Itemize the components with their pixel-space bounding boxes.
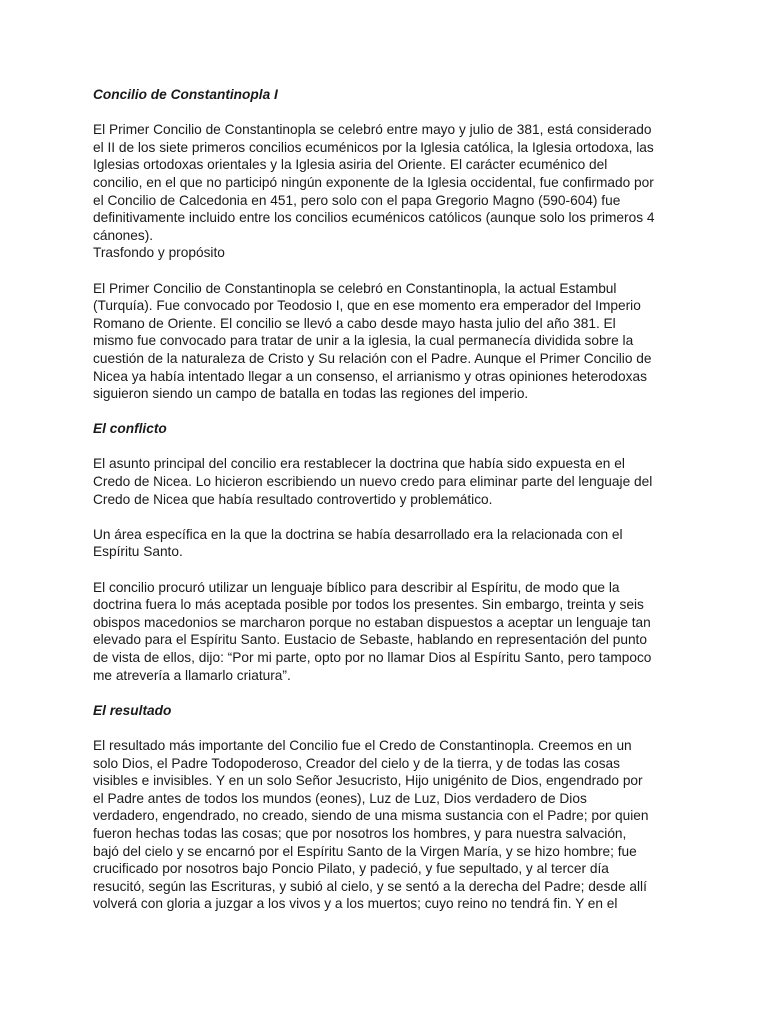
section-subtitle: Trasfondo y propósito <box>93 245 225 261</box>
paragraph-creed: El resultado más importante del Concilio fue el Credo de Constantinopla. Creemos en un solo Dios, el Padre Todopoderoso, Creador del cielo y de la tierra, y de todas las cosas visibles e invisibles. Y en un solo Señor Jesucristo, Hijo unigénito de Dios, engendrado por el Padre antes de todos los mundos (eones), Luz de Luz, Dios verdadero de Dios verdadero, engendrado, no creado, siendo de una misma sustancia con el Padre; por quien fueron hechas todas las cosas; que por nosotros los hombres, y para nuestra salvación, bajó del cielo y se encarnó por el Espíritu Santo de la Virgen María, y se hizo hombre; fue crucificado por nosotros bajo Poncio Pilato, y padeció, y fue sepultado, y al tercer día resucitó, según las Escrituras, y subió al cielo, y se sentó a la derecha del Padre; desde allí volverá con gloria a juzgar a los vivos y a los muertos; cuyo reino no tendrá fin. Y en el <box>93 737 649 912</box>
spacer <box>93 403 678 421</box>
spacer <box>93 561 678 579</box>
heading-conflict: El conflicto <box>93 421 167 437</box>
paragraph-holy-spirit: Un área específica en la que la doctrina se había desarrollado era la relacionada con el Espíritu Santo. <box>93 526 623 560</box>
spacer <box>93 104 678 122</box>
spacer <box>93 262 678 280</box>
heading-result: El resultado <box>93 702 172 718</box>
document-page <box>93 86 678 913</box>
document-title: Concilio de Constantinopla I <box>93 87 278 102</box>
spacer <box>93 508 678 526</box>
spacer <box>93 438 678 456</box>
spacer <box>93 719 678 737</box>
paragraph-conflict-main: El asunto principal del concilio era restablecer la doctrina que había sido expuesta en el Credo de Nicea. Lo hicieron escribiendo un nuevo credo para eliminar parte del lenguaje del Credo de Nicea que había resultado controvertido y problemático. <box>93 456 653 507</box>
spacer <box>93 684 678 702</box>
paragraph-intro: El Primer Concilio de Constantinopla se celebró entre mayo y julio de 381, está considerado el II de los siete primeros concilios ecuménicos por la Iglesia católica, la Iglesia ortodoxa, las Iglesias ortodoxas orientales y la Iglesia asiria del Oriente. El carácter ecuménico del concilio, en el que no participó ningún exponente de la Iglesia occidental, fue confirmado por el Concilio de Calcedonia en 451, pero solo con el papa Gregorio Magno (590-604) fue definitivamente incluido entre los concilios ecuménicos católicos (aunque solo los primeros 4 cánones). <box>93 122 655 243</box>
paragraph-background: El Primer Concilio de Constantinopla se celebró en Constantinopla, la actual Estambul (Turquía). Fue convocado por Teodosio I, que en ese momento era emperador del Imperio Romano de Oriente. El concilio se llevó a cabo desde mayo hasta julio del año 381. El mismo fue convocado para tratar de unir a la iglesia, la cual permanecía dividida sobre la cuestión de la naturaleza de Cristo y Su relación con el Padre. Aunque el Primer Concilio de Nicea ya había intentado llegar a un consenso, el arrianismo y otras opiniones heterodoxas siguieron siendo un campo de batalla en todas las regiones del imperio. <box>93 280 652 402</box>
paragraph-macedonian-bishops: El concilio procuró utilizar un lenguaje bíblico para describir al Espíritu, de modo que la doctrina fuera lo más aceptada posible por todos los presentes. Sin embargo, treinta y seis obispos macedonios se marcharon porque no estaban dispuestos a aceptar un lenguaje tan elevado para el Espíritu Santo. Eustacio de Sebaste, hablando en representación del punto de vista de ellos, dijo: “Por mi parte, opto por no llamar Dios al Espíritu Santo, pero tampoco me atrevería a llamarlo criatura”. <box>93 579 652 683</box>
